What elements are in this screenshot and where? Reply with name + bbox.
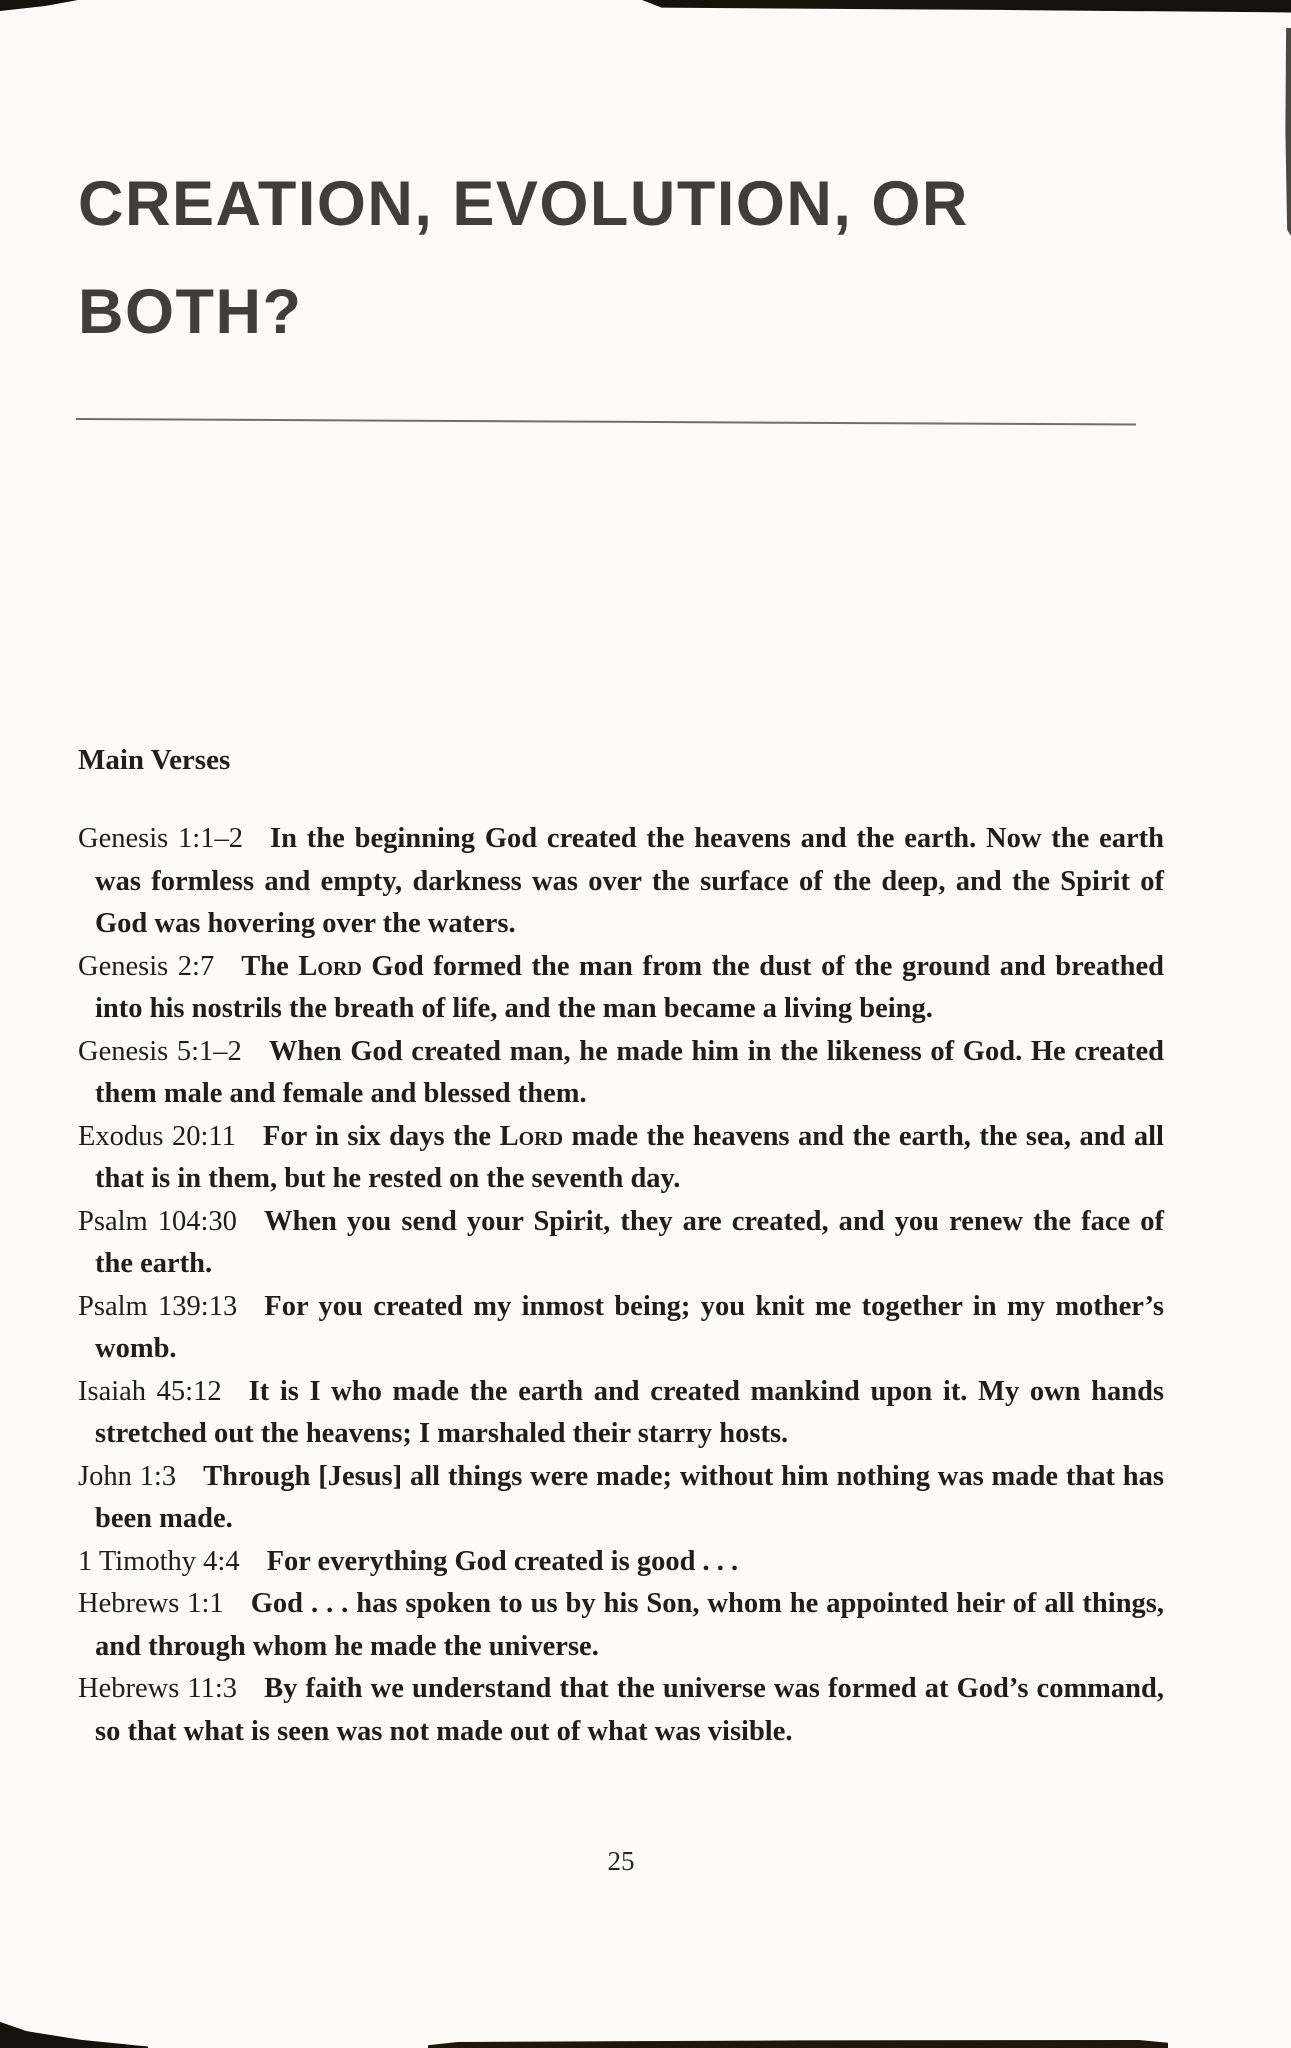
verse-reference: 1 Timothy 4:4 — [78, 1545, 240, 1577]
verse-reference: Psalm 139:13 — [78, 1290, 238, 1322]
verse-quote: It is I who made the earth and created mankind upon it. My own hands stretched out the heavens; I marshaled their starry hosts. — [95, 1375, 1165, 1449]
verse-entry — [78, 1031, 1164, 1116]
scan-artifact-right-edge — [1284, 28, 1291, 236]
verse-entry — [78, 1371, 1164, 1456]
scan-artifact-bottom-bar — [428, 2040, 1168, 2048]
verse-quote: Through [Jesus] all things were made; without him nothing was made that has been made. — [95, 1460, 1164, 1534]
chapter-title-line1: CREATION, EVOLUTION, OR — [78, 169, 969, 239]
verse-reference: John 1:3 — [78, 1460, 177, 1492]
scan-artifact-top-left — [0, 0, 78, 11]
verse-reference: Psalm 104:30 — [78, 1205, 237, 1237]
verse-reference: Exodus 20:11 — [78, 1120, 236, 1152]
chapter-title — [78, 150, 969, 366]
verse-reference: Genesis 1:1–2 — [78, 823, 243, 854]
chapter-title-line2: BOTH? — [78, 277, 303, 347]
verse-quote: When God created man, he made him in the likeness of God. He created them male and female and blessed them. — [95, 1035, 1164, 1109]
verse-reference: Genesis 5:1–2 — [78, 1035, 242, 1067]
verse-entry — [78, 818, 1164, 946]
verse-quote: The Lord God formed the man from the dust of the ground and breathed into his nostrils the breath of life, and the man became a living being. — [95, 950, 1164, 1024]
scan-artifact-bottom-left — [0, 2019, 148, 2048]
verse-reference: Genesis 2:7 — [78, 950, 215, 982]
verse-entry — [78, 1668, 1164, 1753]
verse-quote: God . . . has spoken to us by his Son, whom he appointed heir of all things, and through whom he made the universe. — [95, 1588, 1165, 1662]
verse-quote: For in six days the Lord made the heavens and the earth, the sea, and all that is in them, but he rested on the seventh day. — [95, 1120, 1164, 1194]
verse-quote: In the beginning God created the heavens and the earth. Now the earth was formless and empty, darkness was over the surface of the deep, and the Spirit of God was hovering over the waters. — [95, 823, 1164, 939]
section-heading: Main Verses — [78, 744, 231, 776]
verse-entry — [78, 1286, 1164, 1371]
verse-entry — [78, 1583, 1164, 1668]
verse-quote: By faith we understand that the universe was formed at God’s command, so that what is seen was not made out of what was visible. — [95, 1673, 1164, 1747]
verse-quote: When you send your Spirit, they are created, and you renew the face of the earth. — [95, 1205, 1164, 1279]
verse-reference: Isaiah 45:12 — [78, 1375, 222, 1407]
divine-name-smallcaps: Lord — [298, 950, 362, 982]
scan-artifact-top-right — [642, 0, 1291, 16]
verse-quote: For everything God created is good . . . — [266, 1545, 739, 1577]
verse-entry — [78, 1456, 1164, 1541]
verse-entry — [78, 1541, 1164, 1584]
verse-entry — [78, 1116, 1164, 1201]
title-rule — [76, 418, 1136, 426]
page-number: 25 — [607, 1846, 635, 1876]
verse-entry — [78, 946, 1164, 1031]
verse-quote: For you created my inmost being; you knit me together in my mother’s womb. — [95, 1290, 1164, 1364]
verse-reference: Hebrews 1:1 — [78, 1588, 224, 1619]
verse-entry — [78, 1201, 1164, 1286]
verse-list — [78, 818, 1164, 1753]
verse-reference: Hebrews 11:3 — [78, 1673, 238, 1704]
divine-name-smallcaps: Lord — [499, 1120, 564, 1152]
